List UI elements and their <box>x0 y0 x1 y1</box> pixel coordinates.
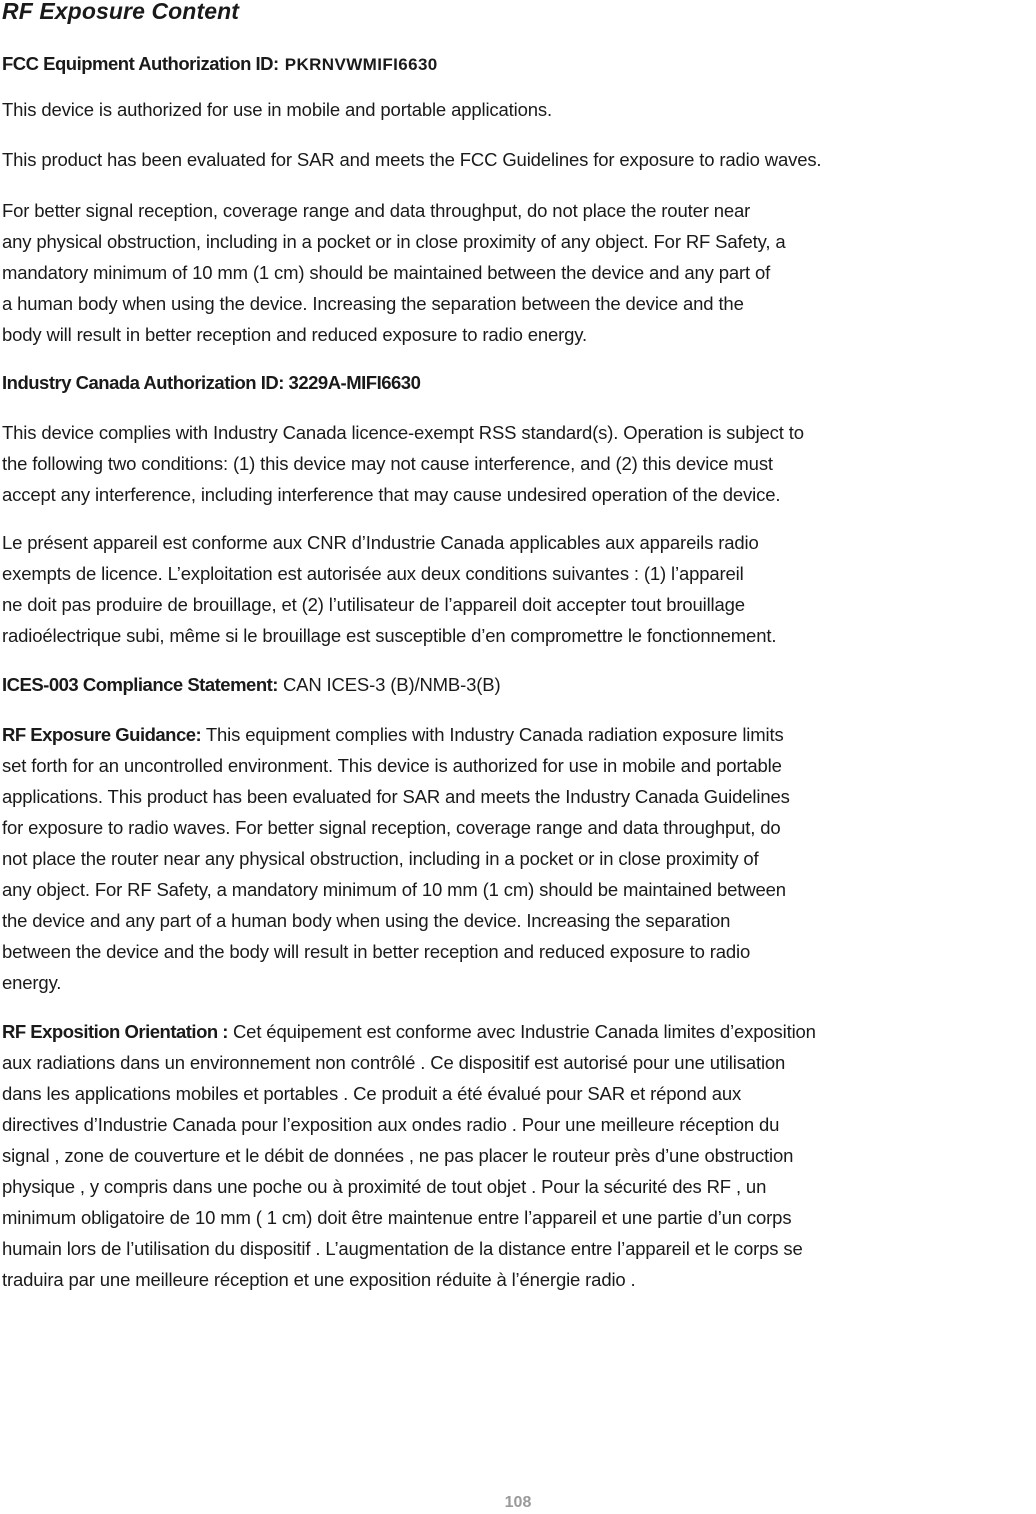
text-line: radioélectrique subi, même si le brouillage est susceptible d’en compromettre le fonctionnement. <box>2 625 777 646</box>
orientation-first-line: Cet équipement est conforme avec Industrie Canada limites d’exposition <box>227 1021 816 1042</box>
text-line <box>2 1016 1034 1047</box>
text-line: ne doit pas produire de brouillage, et (2) l’utilisateur de l’appareil doit accepter tout brouillage <box>2 594 745 615</box>
orientation-label: RF Exposition Orientation : <box>2 1021 228 1042</box>
paragraph-ic-compliance-fr <box>2 527 1034 651</box>
text-line: not place the router near any physical obstruction, including in a pocket or in close proximity of <box>2 848 759 869</box>
text-line: dans les applications mobiles et portables . Ce produit a été évalué pour SAR et répond aux <box>2 1083 742 1104</box>
fcc-id-line <box>2 48 1034 80</box>
text-line <box>2 719 1034 750</box>
page-title: RF Exposure Content <box>2 0 240 24</box>
text-line: This device complies with Industry Canada licence-exempt RSS standard(s). Operation is subject to <box>2 422 804 443</box>
text-line: body will result in better reception and reduced exposure to radio energy. <box>2 324 588 345</box>
ices-label: ICES-003 Compliance Statement: <box>2 674 278 695</box>
text-line: Le présent appareil est conforme aux CNR d’Industrie Canada applicables aux appareils radio <box>2 532 759 553</box>
ices-statement <box>2 669 1034 700</box>
guidance-label: RF Exposure Guidance: <box>2 724 202 745</box>
paragraph-ic-compliance-en <box>2 417 1034 510</box>
fcc-id-value: PKRNVWMIFI6630 <box>284 55 438 74</box>
page-number: 108 <box>504 1494 532 1511</box>
paragraph-signal-reception <box>2 195 1034 350</box>
text-line: a human body when using the device. Increasing the separation between the device and the <box>2 293 744 314</box>
text-line: energy. <box>2 972 62 993</box>
text-line: the device and any part of a human body when using the device. Increasing the separation <box>2 910 731 931</box>
text-line: traduira par une meilleure réception et une exposition réduite à l’énergie radio . <box>2 1269 636 1290</box>
text-line: mandatory minimum of 10 mm (1 cm) should be maintained between the device and any part of <box>2 262 771 283</box>
guidance-first-line: This equipment complies with Industry Canada radiation exposure limits <box>201 724 784 745</box>
fcc-id-label: FCC Equipment Authorization ID: <box>2 53 279 74</box>
text-line: directives d’Industrie Canada pour l’exposition aux ondes radio . Pour une meilleure réception du <box>2 1114 780 1135</box>
text-line: between the device and the body will result in better reception and reduced exposure to radio <box>2 941 751 962</box>
text-line: accept any interference, including interference that may cause undesired operation of the device. <box>2 484 781 505</box>
text-line: For better signal reception, coverage range and data throughput, do not place the router near <box>2 200 751 221</box>
paragraph-portable-use: This device is authorized for use in mobile and portable applications. <box>2 99 552 120</box>
paragraph-rf-exposition-orientation <box>2 1016 1034 1295</box>
text-line: physique , y compris dans une poche ou à proximité de tout objet . Pour la sécurité des RF , un <box>2 1176 767 1197</box>
ices-value: CAN ICES-3 (B)/NMB-3(B) <box>277 674 501 695</box>
text-line: for exposure to radio waves. For better signal reception, coverage range and data throughput, do <box>2 817 781 838</box>
text-line: signal , zone de couverture et le débit de données , ne pas placer le routeur près d’une obstruction <box>2 1145 794 1166</box>
text-line: minimum obligatoire de 10 mm ( 1 cm) doit être maintenue entre l’appareil et une partie d’un corps <box>2 1207 792 1228</box>
text-line: aux radiations dans un environnement non contrôlé . Ce dispositif est autorisé pour une utilisation <box>2 1052 786 1073</box>
text-line: any physical obstruction, including in a pocket or in close proximity of any object. For RF Safety, a <box>2 231 786 252</box>
industry-canada-heading: Industry Canada Authorization ID: 3229A-MIFI6630 <box>2 372 421 393</box>
text-line: set forth for an uncontrolled environment. This device is authorized for use in mobile and portable <box>2 755 782 776</box>
paragraph-rf-exposure-guidance <box>2 719 1034 998</box>
text-line: exempts de licence. L’exploitation est autorisée aux deux conditions suivantes : (1) l’appareil <box>2 563 744 584</box>
text-line: applications. This product has been evaluated for SAR and meets the Industry Canada Guidelines <box>2 786 790 807</box>
text-line: humain lors de l’utilisation du dispositif . L’augmentation de la distance entre l’appareil et le corps se <box>2 1238 803 1259</box>
text-line: the following two conditions: (1) this device may not cause interference, and (2) this device must <box>2 453 773 474</box>
text-line: any object. For RF Safety, a mandatory minimum of 10 mm (1 cm) should be maintained between <box>2 879 786 900</box>
paragraph-fcc-sar: This product has been evaluated for SAR and meets the FCC Guidelines for exposure to radio waves. <box>2 149 822 170</box>
